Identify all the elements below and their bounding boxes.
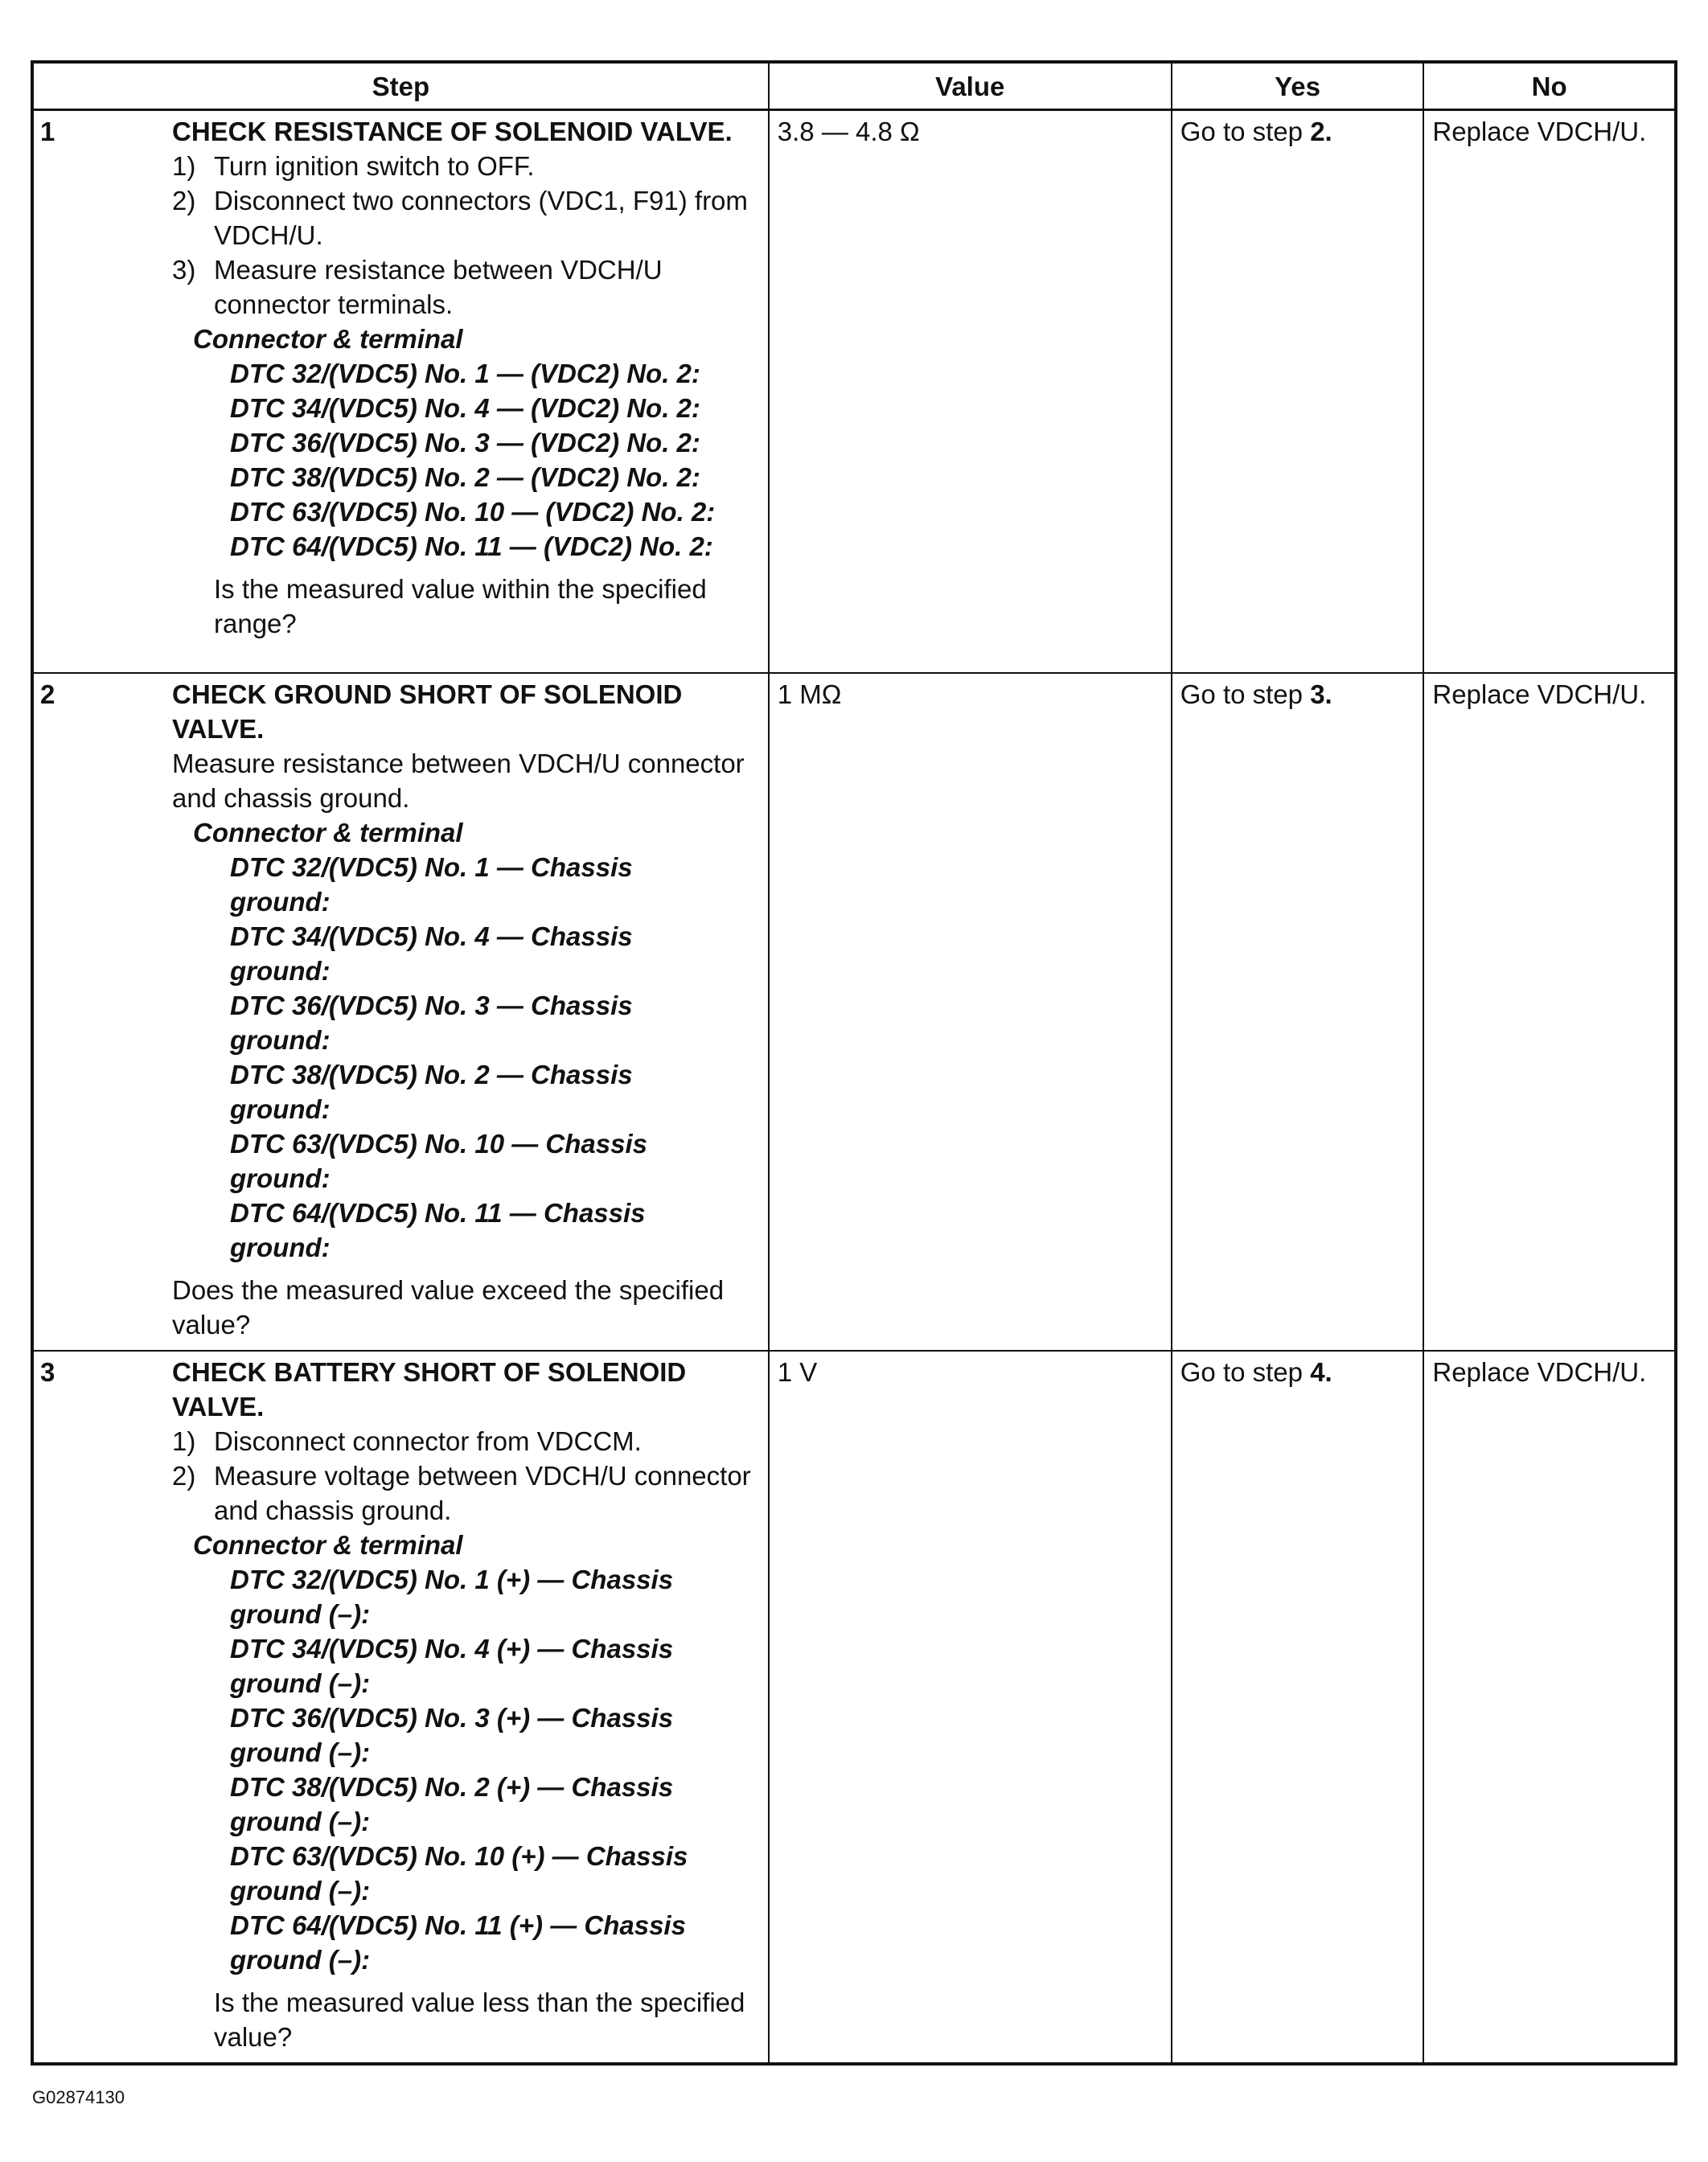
step-cell	[32, 673, 769, 1351]
terminal-spec: DTC 36/(VDC5) No. 3 — Chassis ground:	[230, 990, 633, 1055]
header-value: Value	[769, 62, 1172, 110]
header-step: Step	[32, 62, 769, 110]
table-row	[32, 673, 1676, 1351]
connector-terminal-label: Connector & terminal	[193, 324, 463, 354]
yes-text: Go to step	[1180, 117, 1311, 146]
terminal-spec: DTC 32/(VDC5) No. 1 (+) — Chassis ground (–):	[230, 1564, 674, 1629]
item-text: Measure resistance between VDCH/U connector terminals.	[214, 255, 663, 319]
step-body	[34, 674, 768, 1350]
item-number: 1)	[172, 151, 196, 181]
item-text: Disconnect connector from VDCCM.	[214, 1426, 642, 1456]
terminal-spec: DTC 34/(VDC5) No. 4 (+) — Chassis ground (–):	[230, 1633, 674, 1698]
yes-cell	[1172, 110, 1424, 673]
item-number: 1)	[172, 1426, 196, 1456]
list-item	[172, 149, 758, 183]
step-question: Does the measured value exceed the specified value?	[172, 1274, 725, 1339]
instruction-list	[172, 149, 758, 322]
terminal-spec: DTC 64/(VDC5) No. 11 (+) — Chassis ground (–):	[230, 1910, 686, 1975]
value-cell: 1 V	[769, 1351, 1172, 2064]
value-cell: 3.8 — 4.8 Ω	[769, 110, 1172, 673]
connector-terminal-label: Connector & terminal	[193, 817, 463, 847]
yes-step-ref: 2.	[1310, 117, 1332, 146]
step-question: Is the measured value less than the specified value?	[214, 1987, 745, 2052]
step-number: 1	[40, 117, 55, 146]
no-cell: Replace VDCH/U.	[1423, 673, 1676, 1351]
value-cell: 1 MΩ	[769, 673, 1172, 1351]
step-title: CHECK GROUND SHORT OF SOLENOID VALVE.	[172, 679, 683, 744]
list-item	[172, 252, 758, 322]
list-item	[172, 183, 758, 252]
terminal-spec: DTC 38/(VDC5) No. 2 — (VDC2) No. 2:	[230, 462, 700, 492]
step-number: 2	[40, 679, 55, 709]
item-number: 2)	[172, 186, 196, 215]
connector-terminal-label: Connector & terminal	[193, 1529, 463, 1560]
step-question: Is the measured value within the specified range?	[214, 574, 707, 638]
terminal-spec: DTC 38/(VDC5) No. 2 — Chassis ground:	[230, 1059, 633, 1124]
yes-step-ref: 3.	[1310, 679, 1332, 709]
item-number: 3)	[172, 255, 196, 285]
figure-id: G02874130	[32, 2087, 125, 2107]
table-header-row	[32, 62, 1676, 110]
header-yes: Yes	[1172, 62, 1424, 110]
terminal-spec: DTC 63/(VDC5) No. 10 — Chassis ground:	[230, 1128, 647, 1193]
step-title: CHECK RESISTANCE OF SOLENOID VALVE.	[172, 117, 733, 146]
yes-text: Go to step	[1180, 1356, 1311, 1387]
terminal-spec: DTC 63/(VDC5) No. 10 (+) — Chassis ground (–):	[230, 1840, 688, 1906]
terminal-spec: DTC 32/(VDC5) No. 1 — Chassis ground:	[230, 851, 633, 917]
no-cell: Replace VDCH/U.	[1423, 1351, 1676, 2064]
yes-text: Go to step	[1180, 679, 1311, 709]
step-number: 3	[40, 1356, 55, 1387]
item-number: 2)	[172, 1460, 196, 1491]
yes-cell	[1172, 1351, 1424, 2064]
header-no: No	[1423, 62, 1676, 110]
terminal-spec: DTC 36/(VDC5) No. 3 — (VDC2) No. 2:	[230, 428, 700, 457]
terminal-spec: DTC 63/(VDC5) No. 10 — (VDC2) No. 2:	[230, 497, 716, 527]
item-text: Turn ignition switch to OFF.	[214, 151, 535, 181]
list-item	[172, 1424, 758, 1458]
diagnostic-procedure-table	[31, 60, 1677, 2066]
step-intro: Measure resistance between VDCH/U connector and chassis ground.	[172, 748, 745, 813]
step-cell	[32, 110, 769, 673]
terminal-spec: DTC 32/(VDC5) No. 1 — (VDC2) No. 2:	[230, 359, 700, 388]
terminal-spec: DTC 36/(VDC5) No. 3 (+) — Chassis ground (–):	[230, 1702, 674, 1767]
terminal-spec: DTC 64/(VDC5) No. 11 — Chassis ground:	[230, 1197, 646, 1262]
list-item	[172, 1458, 758, 1528]
terminal-spec: DTC 34/(VDC5) No. 4 — (VDC2) No. 2:	[230, 393, 700, 423]
step-title: CHECK BATTERY SHORT OF SOLENOID VALVE.	[172, 1356, 687, 1422]
yes-step-ref: 4.	[1310, 1356, 1332, 1387]
yes-cell	[1172, 673, 1424, 1351]
terminal-spec: DTC 64/(VDC5) No. 11 — (VDC2) No. 2:	[230, 531, 713, 561]
item-text: Measure voltage between VDCH/U connector and chassis ground.	[214, 1460, 751, 1525]
no-cell: Replace VDCH/U.	[1423, 110, 1676, 673]
step-body	[34, 111, 768, 649]
table-row	[32, 110, 1676, 673]
table-row	[32, 1351, 1676, 2064]
step-body	[34, 1352, 768, 2062]
terminal-spec: DTC 38/(VDC5) No. 2 (+) — Chassis ground (–):	[230, 1771, 674, 1836]
terminal-spec: DTC 34/(VDC5) No. 4 — Chassis ground:	[230, 921, 633, 986]
item-text: Disconnect two connectors (VDC1, F91) from VDCH/U.	[214, 186, 748, 250]
instruction-list	[172, 1424, 758, 1528]
step-cell	[32, 1351, 769, 2064]
